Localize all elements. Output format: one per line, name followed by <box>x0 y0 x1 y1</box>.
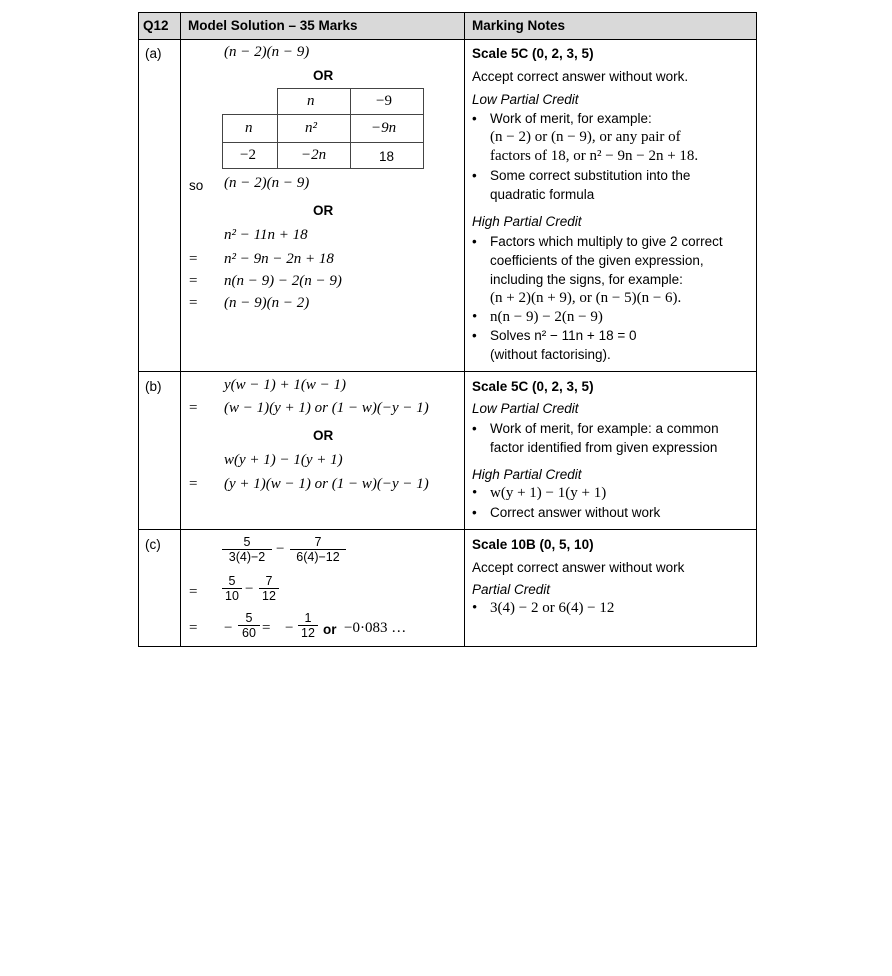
a-line3: n² − 11n + 18 <box>224 227 308 243</box>
a-line4: n² − 9n − 2n + 18 <box>224 251 334 267</box>
b-notes-high-title: High Partial Credit <box>472 467 582 482</box>
c-frac3-num: 5 <box>228 574 236 588</box>
a-or2: OR <box>313 203 334 218</box>
c-frac4-den: 12 <box>259 588 279 603</box>
c-frac5-den: 60 <box>238 625 260 640</box>
a-notes-low-title: Low Partial Credit <box>472 92 579 107</box>
c-frac1 <box>222 535 272 564</box>
b-notes-high2: • Correct answer without work <box>490 505 660 520</box>
b-eq1: = <box>189 400 198 416</box>
a-notes-scale: Scale 5C (0, 2, 3, 5) <box>472 46 594 61</box>
header-marking-notes: Marking Notes <box>472 18 566 33</box>
a-notes-high1b: coefficients of the given expression, <box>490 253 704 268</box>
b-notes-low1b: factor identified from given expression <box>490 440 718 455</box>
a-notes-high3a: • Solves n² − 11n + 18 = 0 <box>490 328 636 343</box>
c-frac1-num: 5 <box>243 535 251 549</box>
c-frac2 <box>290 535 346 564</box>
a-notes-high3b: (without factorising). <box>490 347 611 362</box>
c-eq3: = <box>262 620 271 636</box>
c-notes-accept: Accept correct answer without work <box>472 560 685 575</box>
grid-row1-minus9n: −9n <box>371 120 397 136</box>
a-notes-low1a: • Work of merit, for example: <box>490 111 652 126</box>
part-a-label: (a) <box>145 46 162 61</box>
c-frac2-num: 7 <box>314 535 322 549</box>
c-frac6 <box>298 611 318 640</box>
b-line3: w(y + 1) − 1(y + 1) <box>224 452 343 468</box>
column-divider-1 <box>180 12 181 647</box>
header-divider <box>138 39 757 40</box>
c-minus4: − <box>285 620 294 636</box>
a-eq2: = <box>189 273 198 289</box>
b-line4: (y + 1)(w − 1) or (1 − w)(−y − 1) <box>224 476 429 492</box>
b-eq2: = <box>189 476 198 492</box>
a-notes-low2a: • Some correct substitution into the <box>490 168 690 183</box>
c-frac4-num: 7 <box>265 574 273 588</box>
a-eq1: = <box>189 251 198 267</box>
grid-top-n: n <box>307 93 315 109</box>
b-notes-scale: Scale 5C (0, 2, 3, 5) <box>472 379 594 394</box>
c-frac5 <box>238 611 260 640</box>
table-border-bottom <box>138 646 757 647</box>
c-notes-scale: Scale 10B (0, 5, 10) <box>472 537 594 552</box>
a-notes-low2b: quadratic formula <box>490 187 595 202</box>
b-notes-high1: • w(y + 1) − 1(y + 1) <box>490 485 606 502</box>
a-line1: (n − 2)(n − 9) <box>224 44 310 60</box>
grid-row2-minus2n: −2n <box>301 147 327 163</box>
c-frac4 <box>259 574 279 603</box>
row-divider-a <box>138 371 757 372</box>
a-line5: n(n − 9) − 2(n − 9) <box>224 273 342 289</box>
a-notes-high2: • n(n − 9) − 2(n − 9) <box>490 309 603 326</box>
c-notes-partial-title: Partial Credit <box>472 582 551 597</box>
grid-top-minus9: −9 <box>376 93 392 109</box>
c-notes-p1: • 3(4) − 2 or 6(4) − 12 <box>490 600 614 617</box>
header-q: Q12 <box>143 18 169 33</box>
row-divider-b <box>138 529 757 530</box>
part-b-label: (b) <box>145 379 162 394</box>
c-frac3 <box>222 574 242 603</box>
b-notes-low-title: Low Partial Credit <box>472 401 579 416</box>
a-eq3: = <box>189 295 198 311</box>
part-c-label: (c) <box>145 537 161 552</box>
c-or: or <box>323 622 337 637</box>
c-frac6-num: 1 <box>304 611 312 625</box>
grid-row2-minus2: −2 <box>240 147 256 163</box>
c-minus2: − <box>245 581 254 597</box>
a-line2: (n − 2)(n − 9) <box>224 175 310 191</box>
a-notes-low1c: factors of 18, or n² − 9n − 2n + 18. <box>490 148 699 164</box>
a-or1: OR <box>313 68 334 83</box>
b-line2: (w − 1)(y + 1) or (1 − w)(−y − 1) <box>224 400 429 416</box>
table-border-left <box>138 12 139 647</box>
c-minus3: − <box>224 620 233 636</box>
a-notes-low1b: (n − 2) or (n − 9), or any pair of <box>490 129 681 145</box>
grid-row1-n2: n² <box>305 120 317 136</box>
c-frac3-den: 10 <box>222 588 242 603</box>
c-minus1: − <box>276 541 285 557</box>
c-decimal: −0·083 … <box>344 620 407 636</box>
c-frac1-den: 3(4)−2 <box>222 549 272 564</box>
table-border-right <box>756 12 757 647</box>
a-notes-high1c: including the signs, for example: <box>490 272 683 287</box>
header-model-solution: Model Solution – 35 Marks <box>188 18 358 33</box>
a-so: so <box>189 178 204 193</box>
column-divider-2 <box>464 12 465 647</box>
table-border-top <box>138 12 757 13</box>
a-line6: (n − 9)(n − 2) <box>224 295 310 311</box>
b-line1: y(w − 1) + 1(w − 1) <box>224 377 347 393</box>
a-notes-high-title: High Partial Credit <box>472 214 582 229</box>
a-notes-accept: Accept correct answer without work. <box>472 69 689 84</box>
grid-row2-18: 18 <box>379 149 395 164</box>
c-eq2: = <box>189 620 198 636</box>
c-frac6-den: 12 <box>298 625 318 640</box>
b-notes-low1a: • Work of merit, for example: a common <box>490 421 719 436</box>
a-notes-high1d: (n + 2)(n + 9), or (n − 5)(n − 6). <box>490 290 682 306</box>
grid-row1-n: n <box>245 120 253 136</box>
c-frac2-den: 6(4)−12 <box>290 549 346 564</box>
c-frac5-num: 5 <box>245 611 253 625</box>
c-eq1: = <box>189 584 198 600</box>
a-notes-high1a: • Factors which multiply to give 2 correct <box>490 234 723 249</box>
b-or: OR <box>313 428 334 443</box>
